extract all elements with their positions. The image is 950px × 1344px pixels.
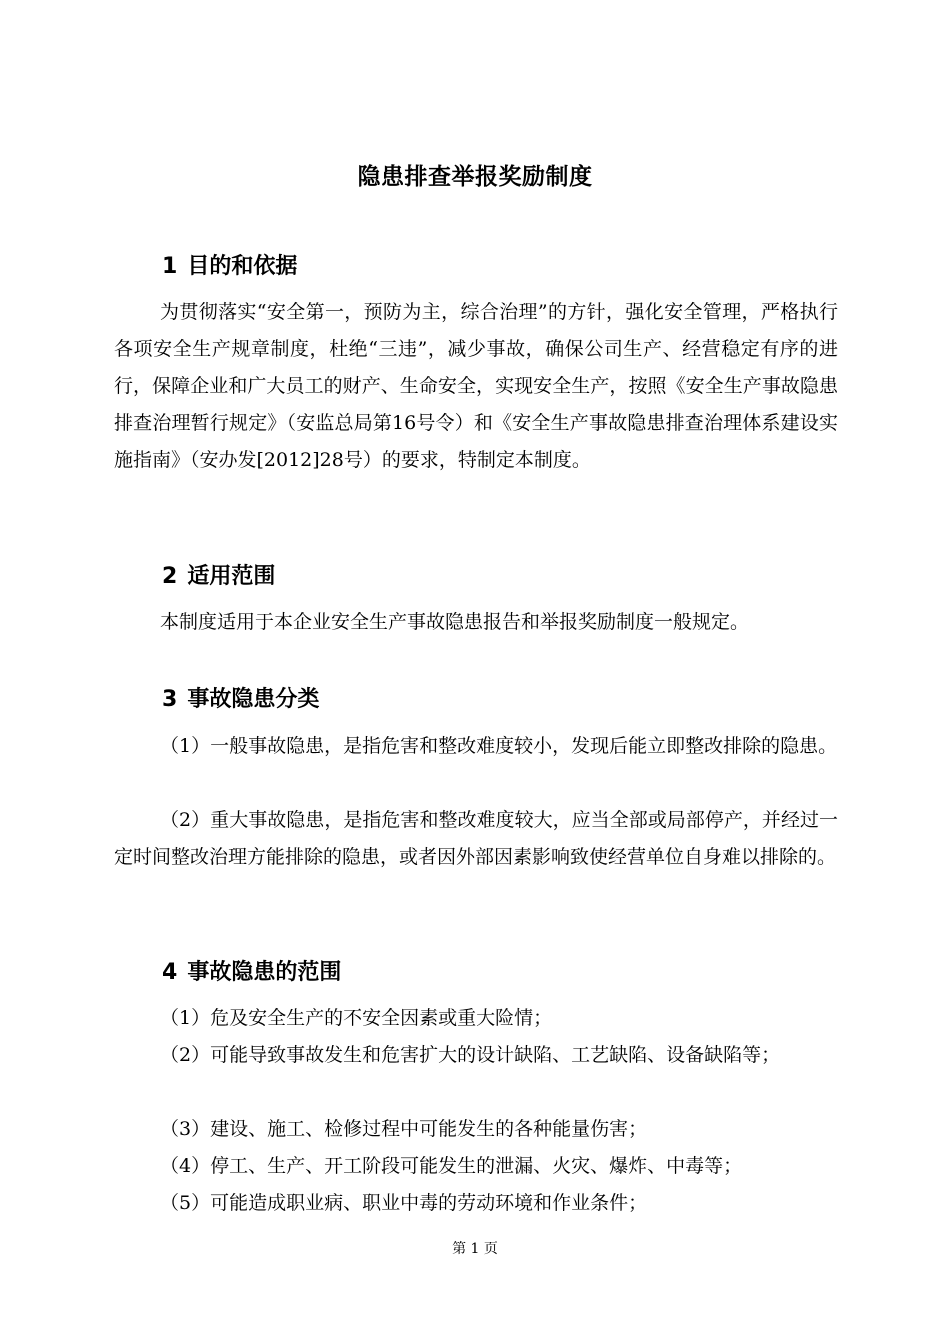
paragraph: 本制度适用于本企业安全生产事故隐患报告和举报奖励制度一般规定。 xyxy=(160,611,750,633)
section-number: 3 xyxy=(162,687,178,712)
section-heading-3 xyxy=(162,682,319,713)
section-number: 1 xyxy=(162,254,178,279)
paragraph: （4）停工、生产、开工阶段可能发生的泄漏、火灾、爆炸、中毒等； xyxy=(160,1155,743,1177)
section-heading-4 xyxy=(162,955,341,986)
page-number: 第 1 页 xyxy=(452,1241,498,1257)
paragraph: 为贯彻落实“安全第一，预防为主，综合治理”的方针，强化安全管理，严格执行各项安全生产规章制度，杜绝“三违”，减少事故，确保公司生产、经营稳定有序的进行，保障企业和广大员工的财产、生命安全，实现安全生产，按照《安全生产事故隐患排查治理暂行规定》（安监总局第16号令）和《安全生产事故隐患排查治理体系建设实施指南》（安办发[2012]28号）的要求，特制定本制度。 xyxy=(114,301,838,471)
paragraph: （2）可能导致事故发生和危害扩大的设计缺陷、工艺缺陷、设备缺陷等； xyxy=(160,1044,781,1066)
section-title: 目的和依据 xyxy=(187,254,298,279)
section-number: 4 xyxy=(162,960,178,985)
paragraph: （1）一般事故隐患，是指危害和整改难度较小，发现后能立即整改排除的隐患。 xyxy=(160,735,838,757)
section-number: 2 xyxy=(162,564,178,589)
section-title: 事故隐患分类 xyxy=(187,687,320,712)
section-heading-2 xyxy=(162,559,275,590)
paragraph: （2）重大事故隐患，是指危害和整改难度较大，应当全部或局部停产，并经过一定时间整改治理方能排除的隐患，或者因外部因素影响致使经营单位自身难以排除的。 xyxy=(114,809,838,868)
paragraph: （3）建设、施工、检修过程中可能发生的各种能量伤害； xyxy=(160,1118,648,1140)
paragraph: （1）危及安全生产的不安全因素或重大险情； xyxy=(160,1007,553,1029)
section-title: 适用范围 xyxy=(187,564,276,589)
section-heading-1 xyxy=(162,249,297,280)
paragraph: （5）可能造成职业病、职业中毒的劳动环境和作业条件； xyxy=(160,1192,648,1214)
document-title: 隐患排查举报奖励制度 xyxy=(357,164,593,190)
section-title: 事故隐患的范围 xyxy=(187,960,342,985)
